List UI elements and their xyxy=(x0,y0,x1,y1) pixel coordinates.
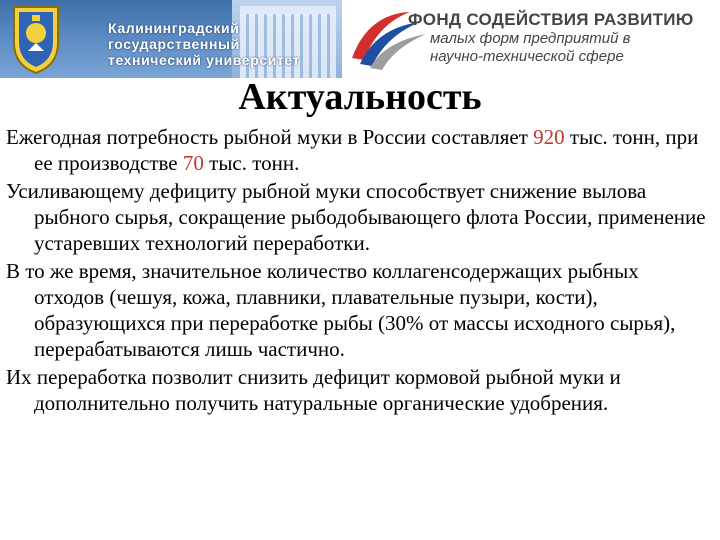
university-name-line: технический университет xyxy=(108,52,301,68)
university-banner xyxy=(0,0,342,78)
paragraph-deficit: Усиливающему дефициту рыбной муки способствует снижение вылова рыбного сырья, сокращение рыбодобывающего флота России, применение устаревших технологий переработки. xyxy=(6,179,706,255)
paragraph-text: тыс. тонн, при ее производстве xyxy=(34,125,699,175)
slide-body xyxy=(6,124,712,418)
paragraph-waste: В то же время, значительное количество коллагенсодержащих рыбных отходов (чешуя, кожа, плавники, плавательные пузыри, кости), образующихся при переработке рыбы (30% от массы исходного сырья), перерабатываются лишь частично. xyxy=(6,259,676,361)
fund-subtitle-line: научно-технической сфере xyxy=(430,48,624,65)
paragraph-demand xyxy=(6,124,712,176)
university-name-line: Калининградский xyxy=(108,20,240,36)
fund-banner xyxy=(342,0,720,78)
demand-value: 920 xyxy=(533,125,565,149)
university-name xyxy=(108,20,338,68)
university-crest-icon xyxy=(10,3,62,75)
paragraph-text: Ежегодная потребность рыбной муки в России составляет xyxy=(6,125,534,149)
production-value: 70 xyxy=(182,151,204,175)
paragraph-processing: Их переработка позволит снизить дефицит кормовой рыбной муки и дополнительно получить натуральные органические удобрения. xyxy=(6,365,621,415)
university-name-line: государственный xyxy=(108,36,240,52)
slide-title: Актуальность xyxy=(238,76,482,118)
fund-subtitle-line: малых форм предприятий в xyxy=(430,30,631,47)
fund-subtitle xyxy=(430,30,630,66)
paragraph-text: тыс. тонн. xyxy=(203,151,300,175)
fund-title: ФОНД СОДЕЙСТВИЯ РАЗВИТИЮ xyxy=(408,10,694,29)
